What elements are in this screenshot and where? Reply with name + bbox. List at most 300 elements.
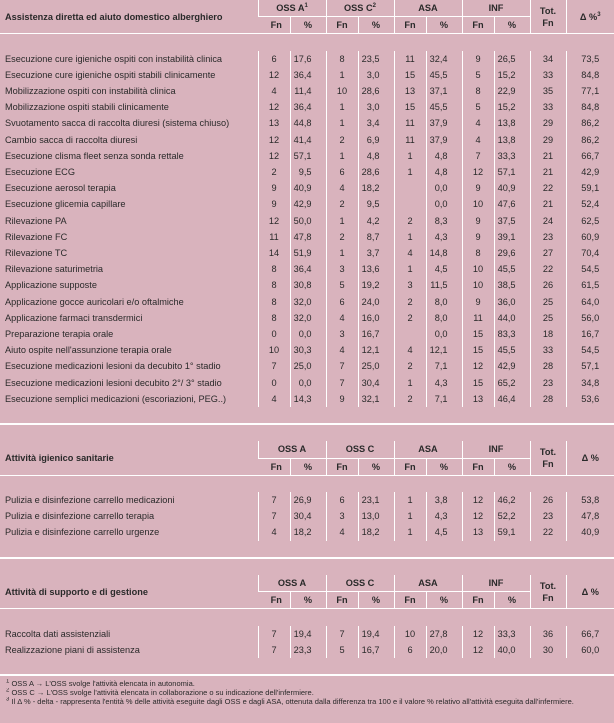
fn-value [394, 196, 426, 212]
fn-value: 9 [462, 51, 494, 67]
fn-value: 15 [394, 67, 426, 83]
delta-value: 53,8 [566, 492, 614, 508]
fn-header: Fn [462, 458, 494, 475]
table-row [0, 492, 614, 508]
fn-value: 1 [394, 375, 426, 391]
delta-value: 70,4 [566, 245, 614, 261]
table-row [0, 67, 614, 83]
pct-value: 42,9 [290, 196, 326, 212]
fn-value: 1 [394, 148, 426, 164]
pct-value: 50,0 [290, 213, 326, 229]
pct-value: 19,4 [290, 626, 326, 642]
activity-name: Esecuzione cure igieniche ospiti con instabilità clinica [5, 53, 223, 64]
fn-header: Fn [326, 458, 358, 475]
pct-value: 29,6 [494, 245, 530, 261]
spacer-cell [0, 475, 614, 492]
group-label: OSS C [344, 3, 373, 13]
footnotes [0, 674, 614, 706]
table-row [0, 196, 614, 212]
group-header [326, 575, 394, 592]
group-header [326, 0, 394, 17]
group-header [258, 575, 326, 592]
activity-name: Esecuzione medicazioni lesioni da decubito 1° stadio [5, 361, 221, 372]
pct-header: % [290, 458, 326, 475]
fn-value: 3 [326, 508, 358, 524]
pct-value: 23,3 [290, 642, 326, 658]
activity-name: Pulizia e disinfezione carrello terapia [5, 511, 155, 522]
total-value: 22 [530, 524, 566, 540]
pct-value: 8,0 [426, 294, 462, 310]
pct-value: 4,8 [426, 148, 462, 164]
pct-header: % [494, 592, 530, 609]
activity-name: Esecuzione semplici medicazioni (escoriazioni, PEG..) [5, 393, 227, 404]
pct-value: 8,0 [426, 310, 462, 326]
pct-value: 37,1 [426, 83, 462, 99]
delta-value: 40,9 [566, 524, 614, 540]
delta-value: 73,5 [566, 51, 614, 67]
delta-value: 54,5 [566, 261, 614, 277]
pct-value: 40,9 [290, 180, 326, 196]
pct-value: 25,0 [290, 358, 326, 374]
pct-value: 4,3 [426, 229, 462, 245]
pct-value: 40,0 [494, 642, 530, 658]
group-header [258, 0, 326, 17]
table-row [0, 245, 614, 261]
spacer-row [0, 475, 614, 492]
activity-name: Applicazione gocce auricolari e/o oftalmiche [5, 296, 184, 307]
pct-value: 42,9 [494, 358, 530, 374]
pct-value: 18,2 [358, 180, 394, 196]
delta-value: 66,7 [566, 148, 614, 164]
delta-header [566, 0, 614, 34]
pct-header: % [358, 17, 394, 34]
delta-value: 52,4 [566, 196, 614, 212]
group-label: INF [488, 444, 504, 455]
group-header [326, 441, 394, 458]
fn-value: 12 [258, 213, 290, 229]
activity-name: Realizzazione piani di assistenza [5, 644, 140, 655]
pct-value: 12,1 [426, 342, 462, 358]
fn-value: 7 [462, 148, 494, 164]
pct-value: 45,5 [426, 99, 462, 115]
fn-value: 12 [462, 508, 494, 524]
group-label: ASA [418, 578, 438, 589]
fn-value: 4 [258, 524, 290, 540]
total-value: 25 [530, 294, 566, 310]
table-row [0, 277, 614, 293]
fn-value: 10 [462, 196, 494, 212]
delta-value: 56,0 [566, 310, 614, 326]
activity-name: Aiuto ospite nell'assunzione terapia orale [5, 345, 172, 356]
spacer-row [0, 658, 614, 674]
fn-value: 4 [326, 524, 358, 540]
delta-value: 34,8 [566, 375, 614, 391]
fn-value: 2 [394, 391, 426, 407]
fn-value: 2 [394, 358, 426, 374]
pct-value: 13,8 [494, 115, 530, 131]
spacer-cell [0, 609, 614, 626]
group-label: OSS A [277, 444, 307, 455]
spacer-cell [0, 407, 614, 424]
section-title: Assistenza diretta ed aiuto domestico alberghiero [0, 0, 258, 34]
fn-value: 0 [258, 326, 290, 342]
pct-value: 59,1 [494, 524, 530, 540]
delta-value: 84,8 [566, 99, 614, 115]
pct-value: 14,8 [426, 245, 462, 261]
fn-value: 6 [326, 164, 358, 180]
total-fn-label: Fn [542, 17, 554, 28]
section-separator [0, 558, 614, 575]
total-value: 33 [530, 67, 566, 83]
fn-value: 7 [258, 492, 290, 508]
fn-value: 10 [258, 342, 290, 358]
fn-value: 6 [326, 492, 358, 508]
fn-value: 1 [394, 508, 426, 524]
total-value: 26 [530, 277, 566, 293]
pct-value: 7,1 [426, 358, 462, 374]
pct-header: % [290, 592, 326, 609]
table-row [0, 164, 614, 180]
total-value: 29 [530, 115, 566, 131]
fn-value: 11 [394, 115, 426, 131]
total-value: 34 [530, 51, 566, 67]
fn-value: 10 [462, 261, 494, 277]
pct-value: 18,2 [290, 524, 326, 540]
fn-value: 15 [462, 375, 494, 391]
delta-value: 86,2 [566, 115, 614, 131]
fn-value [394, 180, 426, 196]
fn-value: 1 [326, 67, 358, 83]
pct-value: 32,4 [426, 51, 462, 67]
group-label: ASA [418, 444, 438, 455]
fn-header: Fn [258, 592, 290, 609]
pct-value: 36,0 [494, 294, 530, 310]
table-row [0, 642, 614, 658]
pct-value: 13,6 [358, 261, 394, 277]
delta-label: Δ % [581, 453, 599, 464]
footnote-text: Il Δ % - delta - rappresenta l'entità % delle attività eseguite dagli OSS e dagli ASA, ottenuta dalla differenza tra 100 e il valore % relativo all'attività eseguita dall'infermiere. [11, 697, 574, 707]
spacer-cell [0, 658, 614, 674]
pct-value: 32,0 [290, 310, 326, 326]
total-value: 36 [530, 626, 566, 642]
delta-value: 42,9 [566, 164, 614, 180]
pct-value: 0,0 [426, 326, 462, 342]
table-row [0, 148, 614, 164]
pct-header: % [426, 17, 462, 34]
delta-value: 59,1 [566, 180, 614, 196]
pct-value: 46,4 [494, 391, 530, 407]
fn-value: 4 [326, 342, 358, 358]
fn-value: 12 [462, 358, 494, 374]
pct-header: % [494, 17, 530, 34]
activity-name: Cambio sacca di raccolta diuresi [5, 134, 138, 145]
fn-value: 12 [258, 67, 290, 83]
fn-value: 4 [326, 180, 358, 196]
pct-header: % [358, 458, 394, 475]
section-header-row [0, 575, 614, 592]
delta-value: 86,2 [566, 132, 614, 148]
group-label: ASA [418, 3, 438, 13]
pct-value: 11,4 [290, 83, 326, 99]
pct-value: 45,5 [494, 342, 530, 358]
pct-value: 16,7 [358, 642, 394, 658]
activity-name: Rilevazione PA [5, 215, 67, 226]
activity-name: Pulizia e disinfezione carrello medicazioni [5, 495, 175, 506]
fn-value: 13 [462, 391, 494, 407]
pct-value: 23,5 [358, 51, 394, 67]
footnote-marker: 2 [372, 2, 376, 9]
fn-value: 9 [462, 229, 494, 245]
pct-value: 47,8 [290, 229, 326, 245]
pct-value: 14,3 [290, 391, 326, 407]
pct-value: 9,5 [290, 164, 326, 180]
total-value: 33 [530, 342, 566, 358]
pct-value: 32,1 [358, 391, 394, 407]
fn-value: 3 [394, 277, 426, 293]
group-header [462, 0, 530, 17]
fn-value: 1 [326, 245, 358, 261]
pct-value: 16,0 [358, 310, 394, 326]
fn-value: 5 [462, 99, 494, 115]
group-header [394, 0, 462, 17]
pct-value: 30,8 [290, 277, 326, 293]
separator-cell [0, 558, 614, 575]
table-row [0, 213, 614, 229]
table-row [0, 358, 614, 374]
fn-value: 4 [258, 391, 290, 407]
pct-value: 13,0 [358, 508, 394, 524]
fn-value: 9 [258, 180, 290, 196]
pct-value: 3,4 [358, 115, 394, 131]
table-row [0, 99, 614, 115]
fn-value: 2 [258, 164, 290, 180]
total-header [530, 575, 566, 609]
fn-value: 15 [462, 326, 494, 342]
fn-value: 7 [258, 508, 290, 524]
pct-value: 52,2 [494, 508, 530, 524]
fn-value: 15 [462, 342, 494, 358]
total-value: 21 [530, 196, 566, 212]
activity-name: Mobilizzazione ospiti con instabilità clinica [5, 86, 176, 96]
pct-value: 3,0 [358, 99, 394, 115]
fn-value: 8 [258, 310, 290, 326]
pct-value: 20,0 [426, 642, 462, 658]
pct-value: 11,5 [426, 277, 462, 293]
activity-name: Esecuzione medicazioni lesioni decubito 2°/ 3° stadio [5, 377, 222, 388]
delta-value: 64,0 [566, 294, 614, 310]
delta-value: 16,7 [566, 326, 614, 342]
pct-value: 6,9 [358, 132, 394, 148]
spacer-row [0, 34, 614, 51]
pct-value: 4,3 [426, 375, 462, 391]
group-header [462, 575, 530, 592]
total-value: 33 [530, 99, 566, 115]
total-value: 23 [530, 375, 566, 391]
fn-value: 6 [326, 294, 358, 310]
pct-value: 46,2 [494, 492, 530, 508]
total-label: Tot. [539, 5, 557, 16]
fn-value: 7 [258, 642, 290, 658]
table-row [0, 180, 614, 196]
total-value: 22 [530, 261, 566, 277]
table-row [0, 261, 614, 277]
pct-value: 36,4 [290, 261, 326, 277]
pct-value: 83,3 [494, 326, 530, 342]
pct-header: % [426, 458, 462, 475]
pct-value: 32,0 [290, 294, 326, 310]
fn-value: 7 [326, 626, 358, 642]
spacer-row [0, 541, 614, 558]
delta-value: 77,1 [566, 83, 614, 99]
table-row [0, 524, 614, 540]
fn-value: 7 [258, 626, 290, 642]
fn-value: 1 [326, 115, 358, 131]
table-row [0, 51, 614, 67]
table-row [0, 83, 614, 99]
pct-value: 13,8 [494, 132, 530, 148]
total-value: 35 [530, 83, 566, 99]
total-value: 22 [530, 180, 566, 196]
delta-value: 60,9 [566, 229, 614, 245]
group-label: OSS C [345, 444, 375, 455]
fn-value: 3 [326, 261, 358, 277]
pct-value: 28,6 [358, 164, 394, 180]
fn-value: 10 [462, 277, 494, 293]
group-label: OSS A [276, 3, 305, 13]
pct-value: 18,2 [358, 524, 394, 540]
total-value: 23 [530, 508, 566, 524]
total-value: 21 [530, 164, 566, 180]
fn-value: 5 [326, 642, 358, 658]
delta-value: 62,5 [566, 213, 614, 229]
fn-value: 1 [394, 492, 426, 508]
fn-value: 9 [258, 196, 290, 212]
fn-value: 7 [326, 375, 358, 391]
group-label: INF [488, 3, 504, 13]
fn-value: 9 [462, 180, 494, 196]
fn-value: 12 [462, 164, 494, 180]
delta-value: 54,5 [566, 342, 614, 358]
total-header [530, 441, 566, 475]
table-row [0, 326, 614, 342]
total-value: 18 [530, 326, 566, 342]
pct-value: 15,2 [494, 67, 530, 83]
activity-name: Rilevazione FC [5, 231, 68, 242]
delta-value: 61,5 [566, 277, 614, 293]
fn-value: 13 [462, 524, 494, 540]
pct-value: 30,4 [290, 508, 326, 524]
pct-header: % [426, 592, 462, 609]
fn-value: 11 [394, 132, 426, 148]
pct-value: 37,5 [494, 213, 530, 229]
pct-value: 12,1 [358, 342, 394, 358]
pct-value: 19,4 [358, 626, 394, 642]
pct-value: 28,6 [358, 83, 394, 99]
pct-value: 4,8 [426, 164, 462, 180]
fn-value: 15 [394, 99, 426, 115]
pct-value: 41,4 [290, 132, 326, 148]
delta-label: Δ % [579, 11, 598, 22]
fn-value: 4 [462, 132, 494, 148]
fn-value: 9 [462, 213, 494, 229]
delta-value: 60,0 [566, 642, 614, 658]
fn-value: 4 [258, 83, 290, 99]
total-value: 26 [530, 492, 566, 508]
pct-value: 44,8 [290, 115, 326, 131]
fn-value: 13 [258, 115, 290, 131]
fn-header: Fn [394, 458, 426, 475]
pct-value: 57,1 [494, 164, 530, 180]
fn-value: 13 [394, 83, 426, 99]
total-header [530, 0, 566, 34]
fn-value: 6 [394, 642, 426, 658]
activity-name: Esecuzione glicemia capillare [5, 199, 126, 210]
pct-value: 4,3 [426, 508, 462, 524]
pct-value: 36,4 [290, 99, 326, 115]
group-header [462, 441, 530, 458]
fn-header: Fn [326, 592, 358, 609]
fn-value: 1 [394, 261, 426, 277]
group-label: OSS C [345, 578, 375, 589]
table-row [0, 310, 614, 326]
fn-value: 3 [326, 326, 358, 342]
fn-value: 8 [326, 51, 358, 67]
delta-value: 57,1 [566, 358, 614, 374]
activity-name: Mobilizzazione ospiti stabili clinicamente [5, 102, 169, 113]
fn-value: 7 [326, 358, 358, 374]
total-value: 29 [530, 132, 566, 148]
pct-value: 25,0 [358, 358, 394, 374]
spacer-row [0, 407, 614, 424]
pct-value: 0,0 [290, 375, 326, 391]
fn-value: 2 [394, 213, 426, 229]
activity-name: Esecuzione clisma fleet senza sonda rettale [5, 150, 184, 161]
total-value: 24 [530, 213, 566, 229]
separator-cell [0, 424, 614, 441]
pct-value: 37,9 [426, 132, 462, 148]
activity-name: Esecuzione ECG [5, 167, 75, 178]
pct-value: 36,4 [290, 67, 326, 83]
pct-value: 23,1 [358, 492, 394, 508]
pct-value: 27,8 [426, 626, 462, 642]
footnote-marker: 3 [597, 11, 601, 18]
fn-value: 2 [394, 294, 426, 310]
fn-value: 0 [258, 375, 290, 391]
section-title: Attività igienico sanitarie [0, 441, 258, 475]
activity-name: Applicazione farmaci transdermici [5, 312, 143, 323]
fn-value: 11 [258, 229, 290, 245]
group-label: INF [488, 578, 504, 589]
pct-value: 33,3 [494, 148, 530, 164]
pct-value: 40,9 [494, 180, 530, 196]
spacer-row [0, 609, 614, 626]
fn-value: 2 [326, 132, 358, 148]
pct-value: 3,0 [358, 67, 394, 83]
fn-value: 1 [326, 99, 358, 115]
footnote-marker: 1 [304, 2, 308, 9]
fn-value [394, 326, 426, 342]
delta-label: Δ % [581, 586, 599, 597]
delta-header [566, 575, 614, 609]
fn-value: 9 [326, 391, 358, 407]
fn-value: 9 [462, 294, 494, 310]
delta-value: 66,7 [566, 626, 614, 642]
pct-value: 39,1 [494, 229, 530, 245]
activity-name: Esecuzione cure igieniche ospiti stabili clinicamente [5, 69, 216, 80]
table-row [0, 132, 614, 148]
fn-value: 1 [326, 213, 358, 229]
fn-value: 7 [258, 358, 290, 374]
